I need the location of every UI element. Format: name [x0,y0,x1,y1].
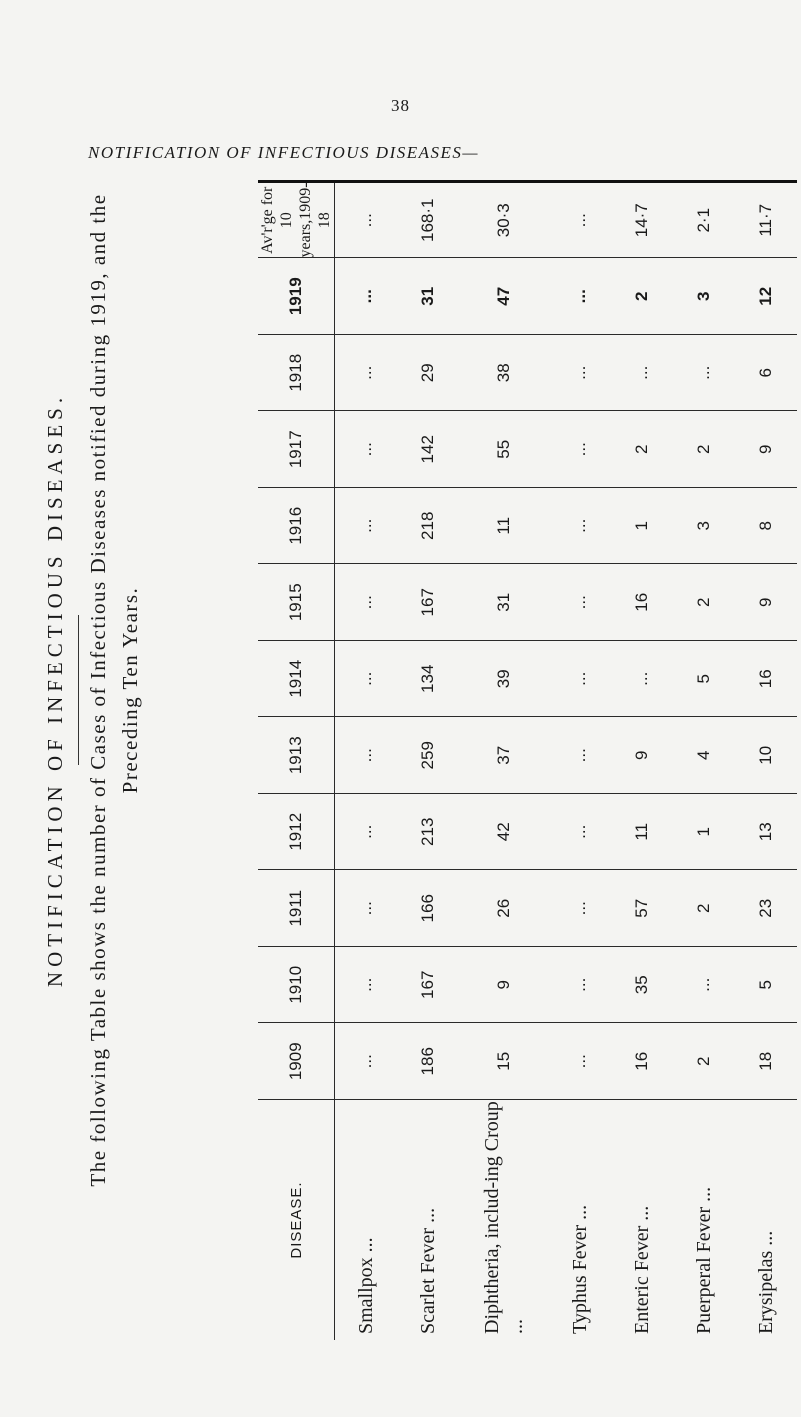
average-value: 30·3 [459,182,549,259]
heading-rule [78,615,79,765]
case-count: ... [673,947,735,1024]
case-count: 2 [611,258,673,335]
case-count: 8 [735,488,797,565]
table-row [335,182,398,1341]
case-count: 38 [459,335,549,412]
case-count: 11 [459,488,549,565]
case-count: ... [549,641,611,718]
year-header: 1910 [258,947,335,1024]
case-count: 5 [673,641,735,718]
case-count: 142 [397,411,459,488]
year-header: 1918 [258,335,335,412]
case-count: 9 [611,717,673,794]
year-header: 1913 [258,717,335,794]
disease-name: Scarlet Fever ... [397,1100,459,1341]
case-count: ... [549,564,611,641]
case-count: 16 [611,1023,673,1100]
disease-name: Puerperal Fever ... [673,1100,735,1341]
table-row [673,182,735,1341]
case-count: ... [335,947,398,1024]
case-count: ... [611,641,673,718]
case-count: 2 [673,870,735,947]
case-count: 134 [397,641,459,718]
case-count: ... [335,411,398,488]
case-count: ... [335,794,398,871]
case-count: ... [335,641,398,718]
case-count: 31 [459,564,549,641]
case-count: 167 [397,947,459,1024]
case-count: ... [335,335,398,412]
disease-name: Diphtheria, includ-ing Croup ... [459,1100,549,1341]
case-count: ... [335,258,398,335]
average-value: 11·7 [735,182,797,259]
case-count: 16 [611,564,673,641]
case-count: ... [673,335,735,412]
case-count: 55 [459,411,549,488]
intro-line-1: The following Table shows the number of Cases of Infectious Diseases notified during 1919, and the [86,193,110,1187]
notification-table [258,180,797,1340]
case-count: ... [549,411,611,488]
case-count: 1 [673,794,735,871]
case-count: 29 [397,335,459,412]
running-head: NOTIFICATION OF INFECTIOUS DISEASES— [88,143,479,162]
case-count: 35 [611,947,673,1024]
case-count: ... [335,717,398,794]
table-header-row [258,182,335,1341]
page-number: 38 [391,96,410,115]
year-header: 1911 [258,870,335,947]
case-count: 10 [735,717,797,794]
average-column-header [258,182,335,259]
average-value: 2·1 [673,182,735,259]
intro-line-2: Preceding Ten Years. [118,586,142,794]
disease-name: Smallpox ... [335,1100,398,1341]
case-count: 5 [735,947,797,1024]
average-value: 14·7 [611,182,673,259]
case-count: 2 [611,411,673,488]
average-header-line-2: years,1909-18 [297,182,333,258]
table-row [397,182,459,1341]
section-heading-block [25,40,142,1340]
year-header: 1909 [258,1023,335,1100]
table-row [549,182,611,1341]
case-count: ... [549,794,611,871]
case-count: 57 [611,870,673,947]
case-count: 259 [397,717,459,794]
average-value: 168·1 [397,182,459,259]
table-row [611,182,673,1341]
average-header-line-1: Av'r'ge for 10 [259,186,295,254]
year-header: 1912 [258,794,335,871]
case-count: 13 [735,794,797,871]
case-count: 42 [459,794,549,871]
case-count: 16 [735,641,797,718]
case-count: 186 [397,1023,459,1100]
year-header-current: 1919 [258,258,335,335]
case-count: ... [549,335,611,412]
case-count: 218 [397,488,459,565]
case-count: 2 [673,564,735,641]
case-count: 37 [459,717,549,794]
case-count: ... [549,1023,611,1100]
case-count: 12 [735,258,797,335]
case-count: 23 [735,870,797,947]
disease-name: Typhus Fever ... [549,1100,611,1341]
case-count: ... [549,870,611,947]
section-title: NOTIFICATION OF INFECTIOUS DISEASES. [43,392,67,988]
year-header: 1914 [258,641,335,718]
disease-name: Enteric Fever ... [611,1100,673,1341]
case-count: 9 [459,947,549,1024]
case-count: ... [335,488,398,565]
case-count: 2 [673,411,735,488]
notification-table-wrapper [258,180,777,1340]
case-count: 39 [459,641,549,718]
average-value: ... [549,182,611,259]
case-count: 15 [459,1023,549,1100]
case-count: 47 [459,258,549,335]
case-count: 3 [673,258,735,335]
case-count: 6 [735,335,797,412]
case-count: ... [335,870,398,947]
case-count: 11 [611,794,673,871]
case-count: 167 [397,564,459,641]
year-header: 1915 [258,564,335,641]
case-count: ... [549,258,611,335]
disease-column-header: DISEASE. [258,1100,335,1341]
year-header: 1916 [258,488,335,565]
table-row [735,182,797,1341]
case-count: 3 [673,488,735,565]
disease-name: Erysipelas ... [735,1100,797,1341]
year-header: 1917 [258,411,335,488]
case-count: ... [549,947,611,1024]
case-count: 166 [397,870,459,947]
case-count: 9 [735,411,797,488]
case-count: 2 [673,1023,735,1100]
case-count: 18 [735,1023,797,1100]
case-count: ... [549,488,611,565]
average-value: ... [335,182,398,259]
case-count: 213 [397,794,459,871]
table-row [459,182,549,1341]
case-count: 31 [397,258,459,335]
case-count: 26 [459,870,549,947]
case-count: 9 [735,564,797,641]
case-count: ... [611,335,673,412]
case-count: ... [549,717,611,794]
case-count: ... [335,564,398,641]
case-count: 4 [673,717,735,794]
case-count: 1 [611,488,673,565]
case-count: ... [335,1023,398,1100]
